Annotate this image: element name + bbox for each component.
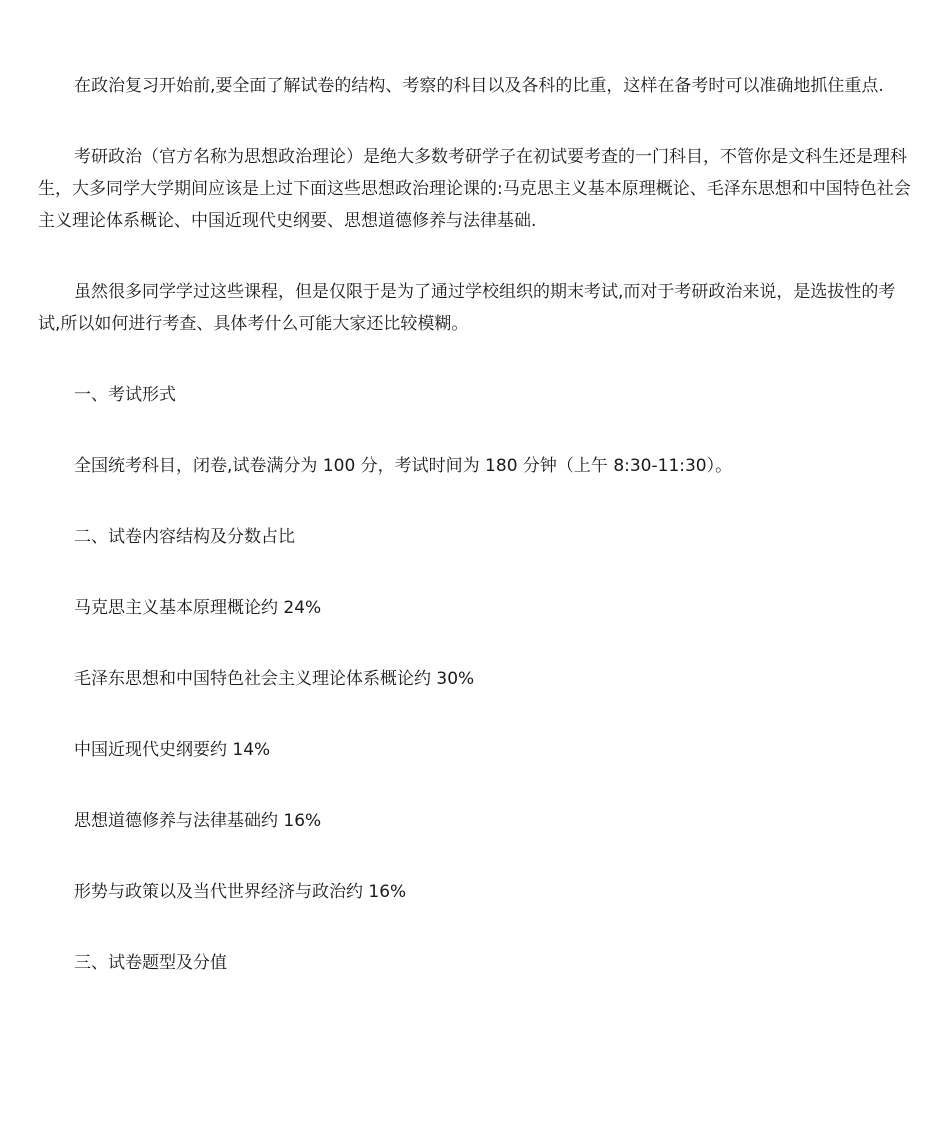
exam-nature-paragraph: 虽然很多同学学过这些课程，但是仅限于是为了通过学校组织的期末考试,而对于考研政治来说，是选拔性的考试,所以如何进行考查、具体考什么可能大家还比较模糊。 xyxy=(38,282,896,334)
paragraph-gap xyxy=(38,102,914,141)
intro-paragraph: 在政治复习开始前,要全面了解试卷的结构、考察的科目以及各科的比重，这样在备考时可以准确地抓住重点. xyxy=(74,76,884,96)
politics-description-paragraph: 考研政治（官方名称为思想政治理论）是绝大多数考研学子在初试要考查的一门科目，不管你是文科生还是理科生，大多同学大学期间应该是上过下面这些思想政治理论课的:马克思主义基本原理概论、毛泽东思想和中国特色社会主义理论体系概论、中国近现代史纲要、思想道德修养与法律基础. xyxy=(38,147,911,231)
paragraph-gap xyxy=(38,340,914,379)
paragraph-gap xyxy=(38,837,914,876)
paragraph-gap xyxy=(38,695,914,734)
exam-format-paragraph: 全国统考科目，闭卷,试卷满分为 100 分，考试时间为 180 分钟（上午 8:30-11:30）。 xyxy=(74,456,733,476)
paragraph-gap xyxy=(38,553,914,592)
paragraph-gap xyxy=(38,908,914,947)
section-heading-exam-format: 一、考试形式 xyxy=(74,385,176,405)
paragraph-gap xyxy=(38,624,914,663)
paragraph-gap xyxy=(38,482,914,521)
subject-share-item: 毛泽东思想和中国特色社会主义理论体系概论约 30% xyxy=(74,669,475,689)
paragraph-gap xyxy=(38,237,914,276)
paragraph-gap xyxy=(38,766,914,805)
subject-share-item: 思想道德修养与法律基础约 16% xyxy=(74,811,322,831)
subject-share-item: 形势与政策以及当代世界经济与政治约 16% xyxy=(74,882,407,902)
section-heading-question-types: 三、试卷题型及分值 xyxy=(74,953,227,973)
section-heading-structure: 二、试卷内容结构及分数占比 xyxy=(74,527,295,547)
subject-share-item: 中国近现代史纲要约 14% xyxy=(74,740,271,760)
document-body xyxy=(38,70,914,979)
paragraph-gap xyxy=(38,411,914,450)
subject-share-item: 马克思主义基本原理概论约 24% xyxy=(74,598,322,618)
